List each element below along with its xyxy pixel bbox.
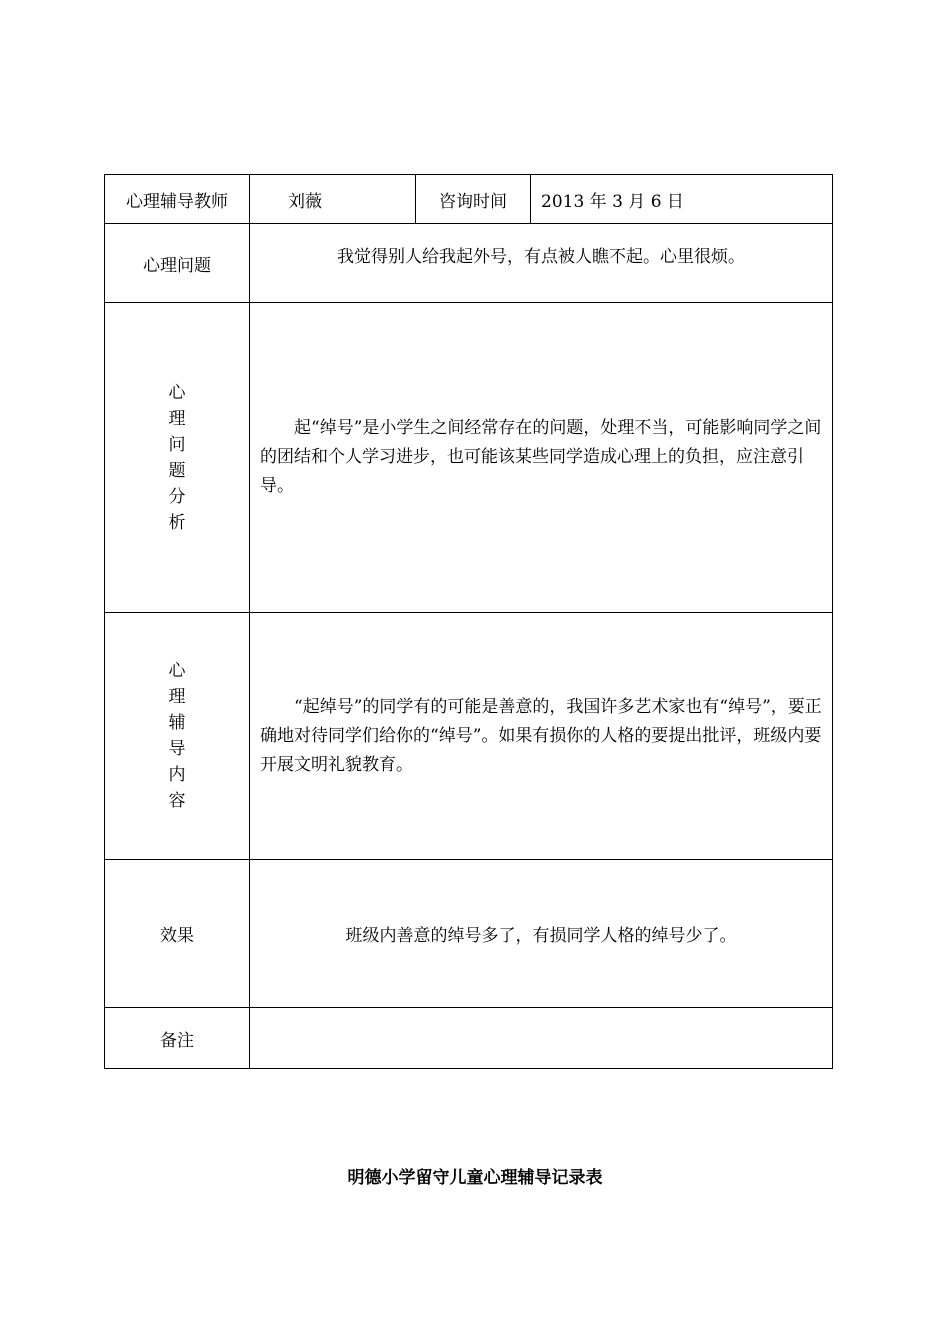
analysis-text: 起“绰号”是小学生之间经常存在的问题，处理不当，可能影响同学之间的团结和个人学习进步，也可能该某些同学造成心理上的负担，应注意引导。 <box>250 303 833 613</box>
guidance-label: 心理辅导内容 <box>168 661 186 811</box>
guidance-label-cell <box>105 613 250 860</box>
remarks-row <box>105 1008 833 1069</box>
consult-time-value: 2013 年 3 月 6 日 <box>531 175 833 224</box>
effect-label: 效果 <box>105 860 250 1008</box>
guidance-row <box>105 613 833 860</box>
effect-row <box>105 860 833 1008</box>
problem-row <box>105 224 833 303</box>
teacher-label: 心理辅导教师 <box>105 175 250 224</box>
analysis-label-cell <box>105 303 250 613</box>
guidance-text: “起绰号”的同学有的可能是善意的，我国许多艺术家也有“绰号”，要正确地对待同学们给你的“绰号”。如果有损你的人格的要提出批评，班级内要开展文明礼貌教育。 <box>250 613 833 860</box>
analysis-row <box>105 303 833 613</box>
effect-text: 班级内善意的绰号多了，有损同学人格的绰号少了。 <box>250 860 833 1008</box>
analysis-label: 心理问题分析 <box>168 382 186 533</box>
remarks-text <box>250 1008 833 1069</box>
problem-text: 我觉得别人给我起外号，有点被人瞧不起。心里很烦。 <box>250 224 833 303</box>
teacher-name: 刘薇 <box>250 175 416 224</box>
teacher-row <box>105 175 833 224</box>
counseling-record-table <box>104 174 833 1069</box>
problem-label: 心理问题 <box>105 224 250 303</box>
remarks-label: 备注 <box>105 1008 250 1069</box>
consult-time-label: 咨询时间 <box>416 175 531 224</box>
document-title: 明德小学留守儿童心理辅导记录表 <box>347 1168 603 1188</box>
